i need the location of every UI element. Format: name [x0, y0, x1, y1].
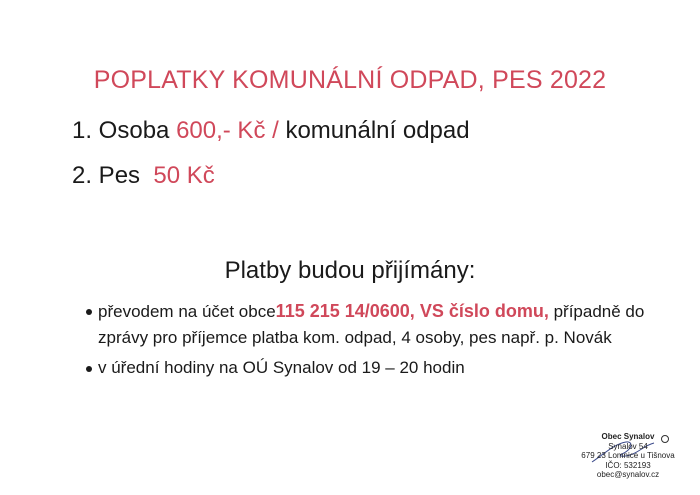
fee-dog-prefix: 2. Pes [72, 162, 147, 189]
notice-title [0, 66, 700, 95]
payment-method-office [86, 355, 646, 381]
transfer-text-before: převodem na účet obce [98, 302, 276, 321]
payment-heading-text: Platby budou přijímány: [224, 257, 476, 284]
fee-line-person [72, 117, 470, 145]
fee-person-amount: 600,- Kč / [176, 117, 279, 144]
stamp-address: Synalov 54 [608, 441, 648, 451]
office-hours-text: v úřední hodiny na OÚ Synalov od 19 – 20 hodin [98, 358, 465, 377]
stamp-email: obec@synalov.cz [596, 470, 660, 479]
stamp-ico: IČO: 532193 [605, 460, 651, 470]
bank-account-number: 115 215 14/0600, VS číslo domu, [275, 301, 549, 321]
payment-methods-list [86, 298, 646, 381]
fee-person-prefix: 1. Osoba [72, 117, 177, 144]
fee-dog-amount: 50 Kč [153, 162, 215, 189]
payment-heading [0, 257, 700, 285]
payment-method-transfer [86, 298, 646, 351]
fee-line-dog [72, 162, 215, 190]
stamp-city: 679 23 Lomnice u Tišnova [581, 451, 675, 460]
stamp-name: Obec Synalov [601, 432, 655, 441]
fee-person-suffix: komunální odpad [278, 117, 470, 144]
municipal-stamp [568, 432, 688, 480]
transfer-text-after: případně do zprávy pro příjemce platba kom. odpad, 4 osoby, pes např. p. Novák [98, 302, 645, 347]
notice-title-text: POPLATKY KOMUNÁLNÍ ODPAD, PES 2022 [93, 66, 607, 94]
